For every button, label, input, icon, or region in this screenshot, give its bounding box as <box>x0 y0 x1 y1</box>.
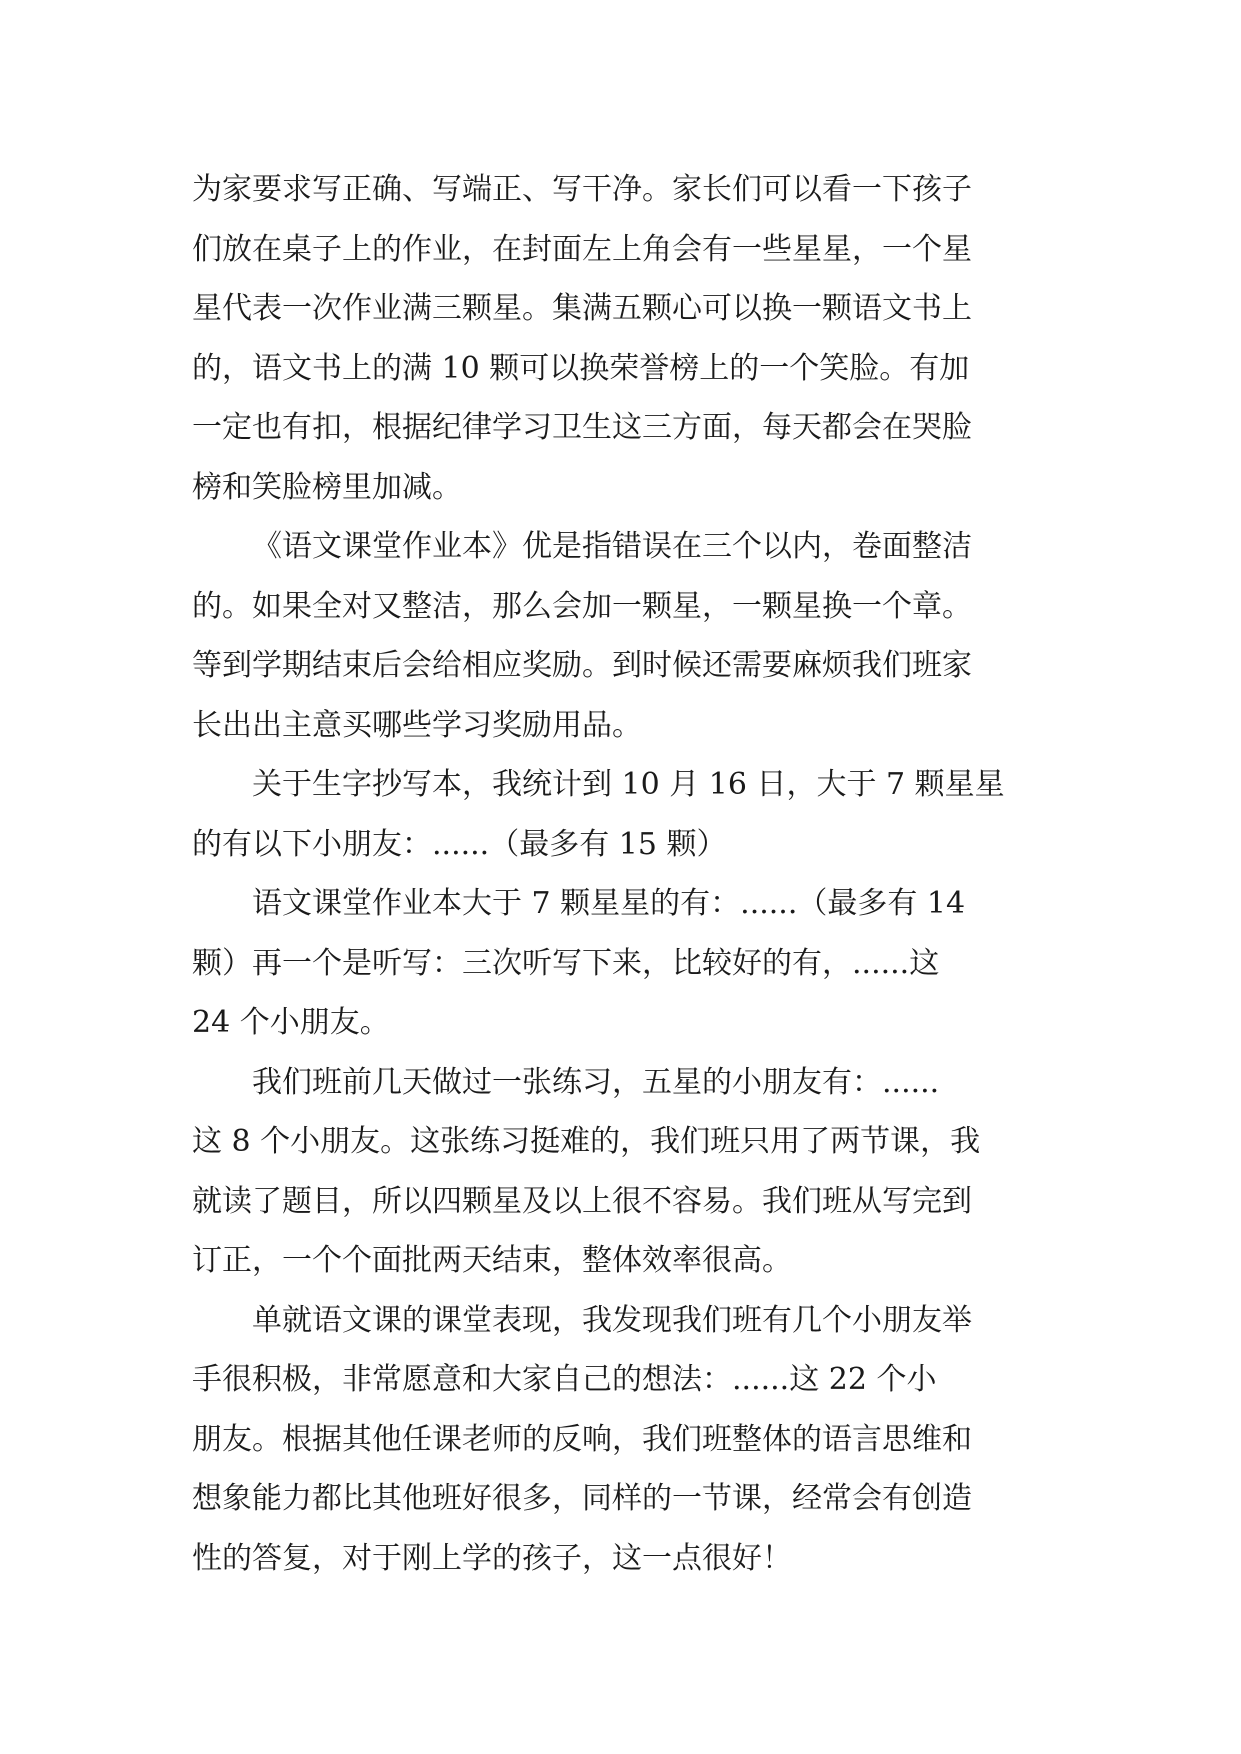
paragraph-2 <box>192 517 1062 755</box>
paragraph-line: 订正，一个个面批两天结束，整体效率很高。 <box>192 1243 792 1278</box>
paragraph-line: 语文课堂作业本大于 7 颗星星的有：......（最多有 14 <box>252 886 966 921</box>
paragraph-line: 的，语文书上的满 10 颗可以换荣誉榜上的一个笑脸。有加 <box>192 350 970 386</box>
paragraph-line: 24 个小朋友。 <box>192 1005 390 1040</box>
paragraph-line: 手很积极，非常愿意和大家自己的想法：......这 22 个小 <box>192 1362 937 1397</box>
paragraph-line: 《语文课堂作业本》优是指错误在三个以内，卷面整洁 <box>252 529 972 564</box>
paragraph-line: 的有以下小朋友：......（最多有 15 颗） <box>192 826 727 862</box>
paragraph-line: 单就语文课的课堂表现，我发现我们班有几个小朋友举 <box>252 1302 972 1338</box>
paragraph-line: 们放在桌子上的作业，在封面左上角会有一些星星，一个星 <box>192 231 972 267</box>
paragraph-5 <box>192 1053 1062 1291</box>
paragraph-line: 性的答复，对于刚上学的孩子，这一点很好！ <box>192 1540 792 1576</box>
paragraph-line: 榜和笑脸榜里加减。 <box>192 469 462 505</box>
paragraph-4 <box>192 874 1062 1053</box>
paragraph-1 <box>192 160 1062 517</box>
paragraph-line: 一定也有扣，根据纪律学习卫生这三方面，每天都会在哭脸 <box>192 410 972 445</box>
paragraph-line: 的。如果全对又整洁，那么会加一颗星，一颗星换一个章。 <box>192 588 972 624</box>
paragraph-line: 关于生字抄写本，我统计到 10 月 16 日，大于 7 颗星星 <box>252 767 1005 802</box>
paragraph-line: 等到学期结束后会给相应奖励。到时候还需要麻烦我们班家 <box>192 648 972 683</box>
paragraph-6 <box>192 1291 1062 1589</box>
paragraph-line: 长出出主意买哪些学习奖励用品。 <box>192 707 642 743</box>
paragraph-line: 这 8 个小朋友。这张练习挺难的，我们班只用了两节课，我 <box>192 1124 981 1159</box>
paragraph-3 <box>192 755 1062 874</box>
paragraph-line: 我们班前几天做过一张练习，五星的小朋友有：...... <box>252 1064 940 1100</box>
paragraph-line: 颗）再一个是听写：三次听写下来，比较好的有，......这 <box>192 945 940 981</box>
paragraph-line: 就读了题目，所以四颗星及以上很不容易。我们班从写完到 <box>192 1183 972 1219</box>
paragraph-line: 为家要求写正确、写端正、写干净。家长们可以看一下孩子 <box>192 172 972 207</box>
paragraph-line: 朋友。根据其他任课老师的反响，我们班整体的语言思维和 <box>192 1421 972 1457</box>
paragraph-line: 想象能力都比其他班好很多，同样的一节课，经常会有创造 <box>192 1481 972 1516</box>
document-body <box>192 160 1062 1588</box>
paragraph-line: 星代表一次作业满三颗星。集满五颗心可以换一颗语文书上 <box>192 291 972 326</box>
